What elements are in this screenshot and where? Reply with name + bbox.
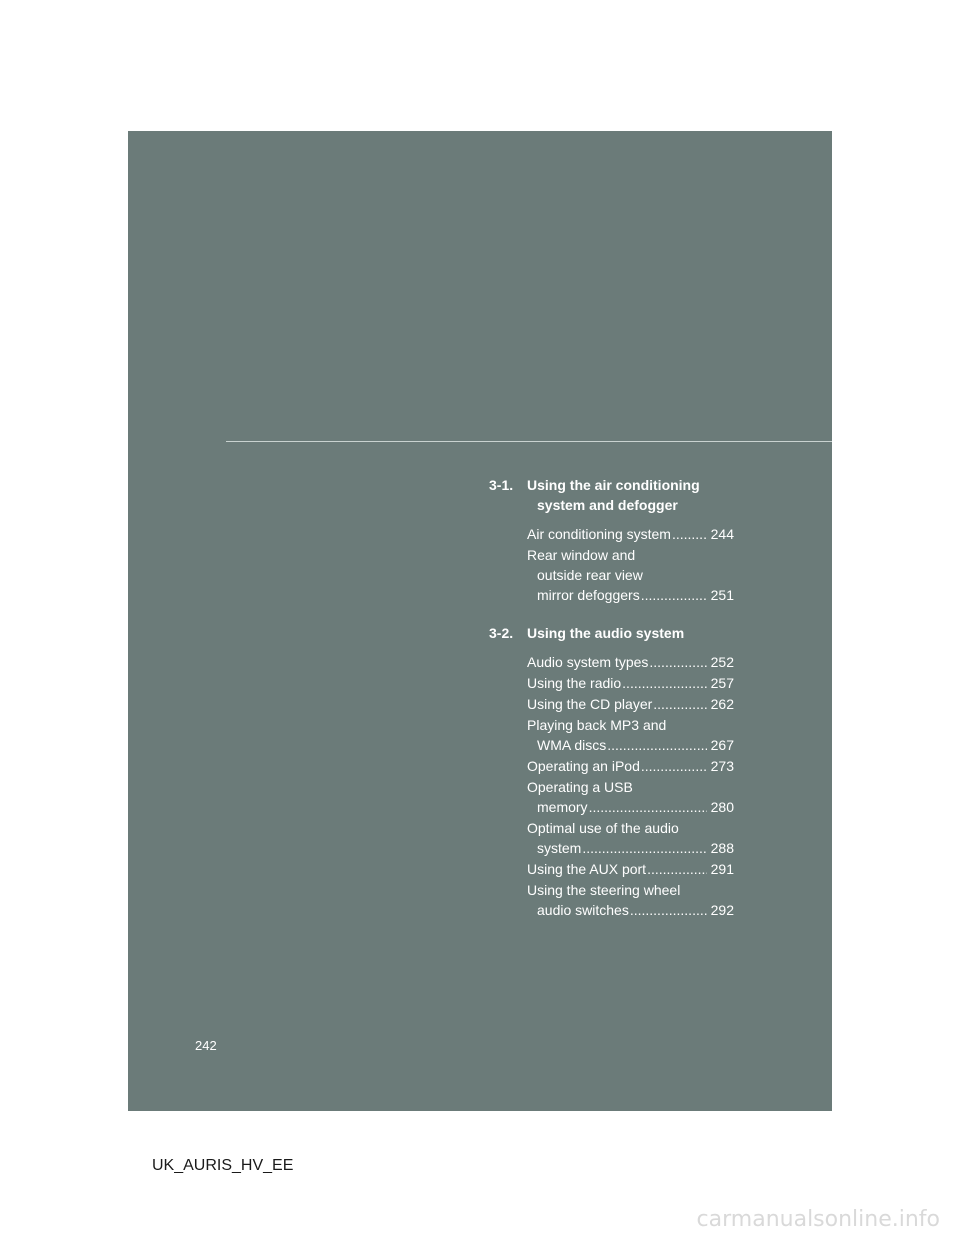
toc-page-number: 292 bbox=[710, 902, 734, 918]
toc-item-line bbox=[527, 818, 734, 838]
dot-leader bbox=[641, 756, 707, 776]
toc-item-title: Operating an iPod bbox=[527, 758, 640, 774]
dot-leader bbox=[653, 694, 706, 714]
toc-item-title: mirror defoggers bbox=[537, 587, 640, 603]
toc-item-title: Air conditioning system bbox=[527, 526, 671, 542]
toc-item-title: Optimal use of the audio bbox=[527, 820, 679, 836]
toc-item[interactable] bbox=[527, 524, 734, 544]
section-title bbox=[527, 475, 734, 515]
toc-item-line bbox=[527, 545, 734, 565]
section-number: 3-1. bbox=[489, 477, 514, 493]
section-heading bbox=[489, 475, 734, 515]
page-panel bbox=[128, 131, 832, 1111]
toc-item[interactable] bbox=[527, 715, 734, 755]
toc-item-line bbox=[527, 756, 734, 776]
dot-leader bbox=[647, 859, 707, 879]
toc-item-title: audio switches bbox=[537, 902, 629, 918]
dot-leader bbox=[630, 900, 707, 920]
toc-item-title: Rear window and bbox=[527, 547, 636, 563]
toc-item-line bbox=[527, 838, 734, 858]
dot-leader bbox=[607, 735, 706, 755]
toc-item-title: Using the AUX port bbox=[527, 861, 647, 877]
divider-rule bbox=[226, 441, 832, 442]
toc-item-title: memory bbox=[537, 799, 588, 815]
toc-item-line bbox=[527, 797, 734, 817]
toc-item-title: Using the steering wheel bbox=[527, 882, 681, 898]
toc-item[interactable] bbox=[527, 777, 734, 817]
toc-item-title: Using the CD player bbox=[527, 696, 653, 712]
toc-item-title: outside rear view bbox=[537, 567, 643, 583]
section-number: 3-2. bbox=[489, 625, 514, 641]
toc-page-number: 291 bbox=[710, 861, 734, 877]
toc-item-line bbox=[527, 652, 734, 672]
dot-leader bbox=[582, 838, 706, 858]
toc-item[interactable] bbox=[527, 756, 734, 776]
toc-item-line bbox=[527, 694, 734, 714]
toc-item-line bbox=[527, 585, 734, 605]
toc-item-line bbox=[527, 524, 734, 544]
toc-page-number: 251 bbox=[710, 587, 734, 603]
section-title-line: Using the audio system bbox=[527, 625, 685, 641]
toc-item-title: WMA discs bbox=[537, 737, 607, 753]
toc-item-line bbox=[527, 777, 734, 797]
section-heading bbox=[489, 623, 734, 643]
toc-item-title: system bbox=[537, 840, 582, 856]
toc-page-number: 262 bbox=[710, 696, 734, 712]
toc-item-title: Playing back MP3 and bbox=[527, 717, 667, 733]
toc-item[interactable] bbox=[527, 818, 734, 858]
section-title-line: Using the air conditioning bbox=[527, 477, 700, 493]
section-items bbox=[489, 524, 734, 605]
document-code: UK_AURIS_HV_EE bbox=[152, 1157, 294, 1174]
toc-page-number: 267 bbox=[710, 737, 734, 753]
toc-item-title: Audio system types bbox=[527, 654, 649, 670]
section-title bbox=[527, 623, 734, 643]
toc-page-number: 273 bbox=[710, 758, 734, 774]
toc-item[interactable] bbox=[527, 694, 734, 714]
section-title-line: system and defogger bbox=[537, 497, 678, 513]
toc-item[interactable] bbox=[527, 880, 734, 920]
dot-leader bbox=[589, 797, 707, 817]
section-items bbox=[489, 652, 734, 920]
toc-item-line bbox=[527, 715, 734, 735]
toc-page-number: 288 bbox=[710, 840, 734, 856]
page-number: 242 bbox=[195, 1038, 217, 1053]
toc-item-line bbox=[527, 900, 734, 920]
toc-page-number: 244 bbox=[710, 526, 734, 542]
dot-leader bbox=[649, 652, 706, 672]
toc-page-number: 252 bbox=[710, 654, 734, 670]
dot-leader bbox=[622, 673, 706, 693]
toc-page-number: 257 bbox=[710, 675, 734, 691]
watermark: carmanualsonline.info bbox=[696, 1207, 940, 1232]
toc-item-line bbox=[527, 859, 734, 879]
toc-item[interactable] bbox=[527, 673, 734, 693]
toc-item-title: Operating a USB bbox=[527, 779, 633, 795]
dot-leader bbox=[672, 524, 707, 544]
spacer bbox=[489, 606, 734, 623]
toc-item[interactable] bbox=[527, 545, 734, 605]
toc-item[interactable] bbox=[527, 652, 734, 672]
toc-item-line bbox=[527, 735, 734, 755]
toc-item[interactable] bbox=[527, 859, 734, 879]
toc-item-line bbox=[527, 673, 734, 693]
toc-item-title: Using the radio bbox=[527, 675, 622, 691]
toc-page-number: 280 bbox=[710, 799, 734, 815]
toc-item-line bbox=[527, 565, 734, 585]
toc-item-line bbox=[527, 880, 734, 900]
table-of-contents bbox=[489, 475, 734, 921]
dot-leader bbox=[641, 585, 707, 605]
